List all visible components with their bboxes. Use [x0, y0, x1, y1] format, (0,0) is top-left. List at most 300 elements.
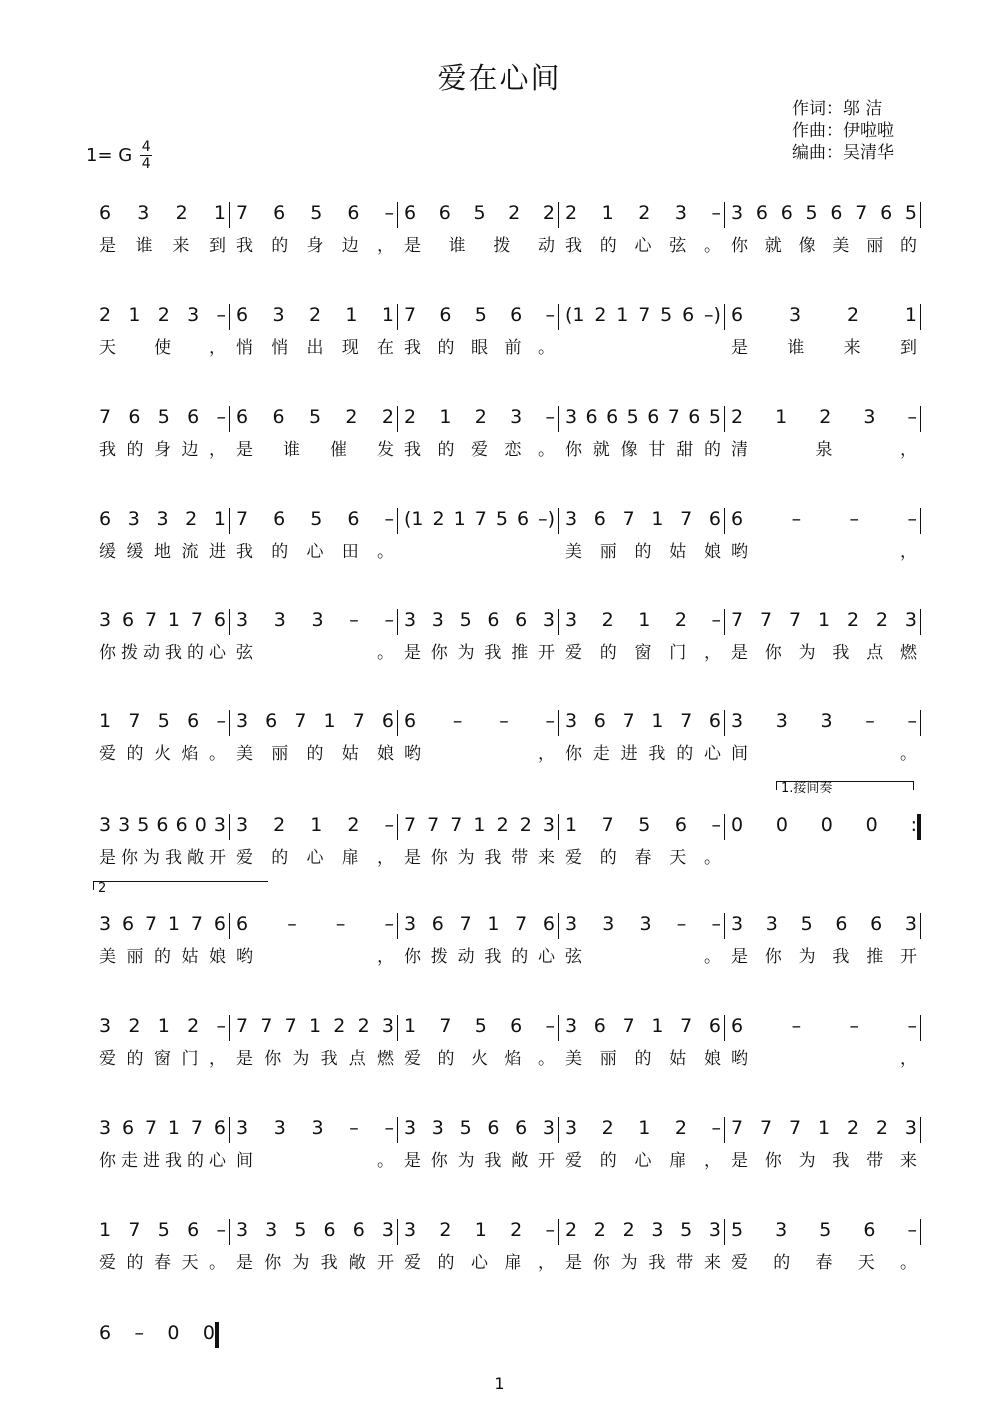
lyric-char: 哟 — [404, 744, 421, 764]
note: 1 — [638, 1117, 651, 1139]
note: – — [907, 1219, 917, 1241]
lyric-char: 我 — [832, 1151, 850, 1171]
measure-lyrics — [404, 1149, 555, 1173]
lyric-char: 地 — [154, 542, 171, 562]
note: 6 — [121, 1117, 135, 1139]
lyric-char: 为 — [798, 1151, 816, 1171]
score-system — [93, 911, 921, 975]
lyric-char: 是 — [236, 440, 253, 460]
note: 1 — [310, 814, 323, 836]
measure-notes — [99, 607, 226, 634]
note: 6 — [121, 913, 135, 935]
lyric-char: 清 — [731, 440, 748, 460]
lyric-char: 你 — [99, 1151, 116, 1171]
lyric-char: 来 — [899, 1151, 917, 1171]
barline — [920, 202, 921, 228]
note: 1 — [128, 304, 141, 326]
lyric-char: 来 — [172, 236, 190, 256]
lyric-char: 为 — [798, 947, 816, 967]
repeat-barline — [917, 814, 921, 840]
measure-lyrics — [731, 742, 917, 766]
lyric-char: 的 — [634, 1049, 652, 1069]
measure — [725, 812, 921, 876]
measure-notes — [565, 302, 721, 329]
note: – — [791, 508, 802, 530]
note: 3 — [404, 1219, 417, 1241]
note: 7 — [667, 406, 680, 428]
measure — [398, 1013, 559, 1077]
note: 6 — [187, 406, 200, 428]
note: 6 — [647, 406, 660, 428]
measure — [725, 1013, 921, 1077]
barline — [920, 1015, 921, 1041]
lyric-char: 姑 — [669, 1049, 687, 1069]
lyric-char: 扉 — [341, 848, 359, 868]
note: 5 — [474, 304, 487, 326]
lyric-char: 带 — [511, 848, 529, 868]
note: 6 — [593, 508, 606, 530]
note: 2 — [542, 202, 555, 224]
lyric-char: 身 — [154, 440, 171, 460]
measure-notes — [731, 911, 917, 938]
note: 5 — [310, 508, 323, 530]
note: 0 — [194, 814, 207, 836]
note: 1 — [651, 1015, 664, 1037]
note: 2 — [731, 406, 744, 428]
note: 7 — [294, 710, 307, 732]
lyric-char: 的 — [154, 947, 171, 967]
note: – — [676, 913, 687, 935]
measure-notes — [565, 506, 721, 533]
measure-notes — [565, 607, 721, 634]
lyric-char: ， — [209, 1049, 226, 1069]
lyric-char: 的 — [271, 236, 289, 256]
note: 7 — [731, 609, 744, 631]
measure-lyrics — [236, 641, 394, 665]
note: 3 — [731, 913, 744, 935]
lyric-char: 你 — [99, 643, 116, 663]
note: 6 — [265, 710, 278, 732]
lyric-char: 我 — [165, 848, 182, 868]
lyric-char: 姑 — [669, 542, 687, 562]
measure-notes — [404, 404, 555, 431]
measure — [230, 1013, 398, 1077]
note: 2 — [846, 304, 860, 326]
note: 1 — [167, 913, 180, 935]
measure-lyrics — [99, 945, 226, 969]
note: 6 — [487, 609, 500, 631]
note: 2 — [593, 1219, 606, 1241]
measure-lyrics — [731, 1047, 917, 1071]
lyric-char: 缓 — [126, 542, 144, 562]
note: 6 — [731, 304, 744, 326]
note: 2 — [347, 814, 360, 836]
lyric-char: 我 — [648, 744, 666, 764]
lyric-char: 美 — [99, 947, 116, 967]
measure-notes — [236, 506, 394, 533]
measure — [93, 1013, 230, 1077]
lyric-char: 。 — [377, 1151, 394, 1171]
note: 6 — [323, 1219, 336, 1241]
note: 1 — [167, 1117, 180, 1139]
note: 6 — [487, 1117, 500, 1139]
measure-notes — [565, 404, 721, 431]
note: 6 — [213, 1117, 226, 1139]
note: 7 — [190, 913, 203, 935]
measure-lyrics — [731, 336, 917, 360]
lyric-char: 我 — [236, 236, 253, 256]
note: 6 — [708, 1015, 721, 1037]
lyric-char: 为 — [292, 1049, 310, 1069]
note: 3 — [311, 1117, 324, 1139]
lyric-char: 流 — [181, 542, 199, 562]
lyric-char: 哟 — [731, 1049, 748, 1069]
note: – — [216, 304, 226, 326]
lyric-char: 身 — [306, 236, 324, 256]
score-system — [93, 1217, 921, 1281]
note: 3 — [127, 508, 140, 530]
note: – — [907, 406, 917, 428]
note: 3 — [272, 304, 285, 326]
measure-notes — [99, 1320, 215, 1347]
lyric-char: 敞 — [348, 1253, 366, 1273]
note: 6 — [381, 710, 394, 732]
note: 6 — [121, 609, 135, 631]
note: 7 — [601, 814, 614, 836]
note: 2 — [875, 1117, 889, 1139]
note: 3 — [565, 508, 578, 530]
measure-lyrics — [236, 540, 394, 564]
note: 6 — [187, 1219, 200, 1241]
measure-lyrics — [404, 1251, 555, 1275]
lyric-char: 春 — [154, 1253, 171, 1273]
measure — [398, 302, 559, 366]
note: 2 — [357, 1015, 370, 1037]
note: 7 — [427, 814, 440, 836]
lyric-char: 的 — [187, 1151, 204, 1171]
lyric-char: 美 — [565, 1049, 582, 1069]
lyric-char: 是 — [731, 643, 748, 663]
note: 5 — [157, 406, 170, 428]
note: 3 — [904, 913, 917, 935]
lyric-char: 是 — [404, 1151, 421, 1171]
note: 1 — [453, 508, 466, 530]
lyric-char: ， — [377, 848, 394, 868]
note: 6 — [347, 508, 360, 530]
lyric-char: 心 — [634, 1151, 652, 1171]
note: – — [545, 1219, 555, 1241]
note: 1 — [404, 1015, 417, 1037]
time-signature-bottom: 4 — [141, 156, 151, 172]
note: 2 — [474, 406, 487, 428]
note: 0 — [820, 814, 833, 836]
measure — [93, 708, 230, 772]
note: 7 — [450, 814, 463, 836]
note: 6 — [213, 913, 226, 935]
note: –) — [704, 304, 721, 326]
lyric-char: 弦 — [565, 947, 582, 967]
measure-notes — [565, 1217, 721, 1244]
lyric-char: 是 — [404, 848, 421, 868]
measure-notes — [99, 404, 226, 431]
score-system — [93, 1115, 921, 1179]
measure — [398, 812, 559, 876]
note: 6 — [99, 202, 112, 224]
note: 6 — [593, 1015, 606, 1037]
time-signature-top: 4 — [141, 139, 151, 155]
note: 3 — [731, 710, 744, 732]
measure-lyrics — [565, 1047, 721, 1071]
lyric-char: 在 — [377, 338, 394, 358]
lyric-char: 你 — [731, 236, 748, 256]
measure-notes — [565, 708, 721, 735]
note: 2 — [875, 609, 889, 631]
measure — [93, 1115, 230, 1179]
note: 2 — [846, 1117, 860, 1139]
note: – — [134, 1322, 144, 1344]
time-signature — [140, 140, 152, 171]
note: 2 — [185, 508, 198, 530]
note: 5 — [474, 1015, 487, 1037]
note: 1 — [473, 814, 486, 836]
note: 3 — [674, 202, 687, 224]
lyric-char: 你 — [430, 643, 448, 663]
note: 3 — [213, 814, 226, 836]
note: 7 — [731, 1117, 744, 1139]
measure-lyrics — [404, 336, 555, 360]
lyric-char: 的 — [511, 947, 529, 967]
measure-lyrics — [565, 540, 721, 564]
note: 6 — [682, 304, 695, 326]
lyric-char: 的 — [271, 542, 289, 562]
lyric-char: 走 — [121, 1151, 138, 1171]
note: 3 — [565, 913, 578, 935]
lyric-char: 春 — [815, 1253, 833, 1273]
lyric-char: 谁 — [787, 338, 805, 358]
measure-notes — [731, 302, 917, 329]
note: 3 — [265, 1219, 278, 1241]
note: 1 — [817, 1117, 831, 1139]
measure-notes — [99, 1013, 226, 1040]
lyric-char: 爱 — [404, 1049, 421, 1069]
lyric-char: 像 — [620, 440, 638, 460]
measure — [559, 200, 725, 264]
measure-notes — [99, 708, 226, 735]
note: 3 — [639, 913, 652, 935]
lyric-char: 是 — [404, 643, 421, 663]
note: 7 — [352, 710, 365, 732]
note: 5 — [819, 1219, 832, 1241]
measure — [93, 302, 230, 366]
lyric-char: 姑 — [181, 947, 199, 967]
note: 1 — [474, 1219, 487, 1241]
lyric-char: 是 — [731, 947, 748, 967]
lyric-char: 为 — [292, 1253, 310, 1273]
note: – — [849, 1015, 860, 1037]
lyric-char: 心 — [634, 236, 652, 256]
lyric-char: 的 — [599, 1151, 617, 1171]
note: 3 — [118, 814, 131, 836]
note: 3 — [99, 814, 112, 836]
measure-lyrics — [404, 438, 555, 462]
measure-notes — [236, 708, 394, 735]
lyric-char: 心 — [471, 1253, 488, 1273]
lyric-char: 为 — [620, 1253, 638, 1273]
measure-lyrics — [404, 540, 555, 564]
note: : — [910, 814, 917, 836]
measure-notes — [236, 607, 394, 634]
measure-notes — [404, 506, 555, 533]
measure-notes — [731, 200, 917, 227]
note: – — [335, 913, 346, 935]
measure-notes — [565, 1013, 721, 1040]
note: 5 — [495, 508, 508, 530]
note: 6 — [438, 202, 451, 224]
barline — [920, 710, 921, 736]
note: – — [791, 1015, 802, 1037]
lyric-char: 我 — [484, 848, 502, 868]
lyric-char: 为 — [457, 643, 475, 663]
volta-first-label: 1.接间奏 — [781, 781, 833, 796]
note: 7 — [855, 202, 868, 224]
lyric-char: 动 — [537, 236, 555, 256]
measure — [398, 404, 559, 468]
note: 6 — [347, 202, 360, 224]
lyric-char: 点 — [348, 1049, 366, 1069]
measure-lyrics — [565, 1149, 721, 1173]
barline — [920, 1219, 921, 1245]
note: 6 — [272, 406, 285, 428]
lyric-char: 扉 — [504, 1253, 522, 1273]
lyric-char: 拨 — [121, 643, 138, 663]
note: 6 — [99, 508, 112, 530]
note: 5 — [310, 202, 323, 224]
measure — [559, 1013, 725, 1077]
song-title: 爱在心间 — [437, 61, 562, 95]
lyric-char: 是 — [404, 236, 421, 256]
note: 1 — [323, 710, 336, 732]
note: 1 — [817, 609, 831, 631]
lyric-char: 心 — [537, 947, 555, 967]
note: 6 — [606, 406, 619, 428]
note: 2 — [308, 304, 322, 326]
note: 2 — [638, 202, 651, 224]
lyric-char: 你 — [264, 1049, 282, 1069]
lyric-char: 的 — [271, 848, 289, 868]
note: 6 — [273, 202, 286, 224]
barline — [920, 508, 921, 534]
lyric-char: 娘 — [704, 1049, 721, 1069]
measure — [230, 911, 398, 975]
note: 7 — [236, 1015, 249, 1037]
measure-notes — [236, 812, 394, 839]
note: 7 — [404, 304, 417, 326]
lyric-char: 弦 — [236, 643, 253, 663]
measure — [93, 1217, 230, 1281]
note: 3 — [311, 609, 324, 631]
note: 7 — [128, 710, 141, 732]
lyric-char: 火 — [154, 744, 171, 764]
note: 1 — [601, 202, 614, 224]
note: 6 — [431, 913, 444, 935]
note: 3 — [904, 1117, 917, 1139]
note: 1 — [157, 1015, 170, 1037]
measure-lyrics — [565, 742, 721, 766]
note: 5 — [459, 609, 472, 631]
barline — [920, 406, 921, 432]
lyric-char: 开 — [209, 848, 226, 868]
measure — [725, 1217, 921, 1281]
note: 1 — [439, 406, 452, 428]
note: 5 — [308, 406, 322, 428]
lyric-char: 爱 — [565, 848, 582, 868]
note: 6 — [731, 508, 744, 530]
note: 7 — [680, 710, 693, 732]
lyric-char: 美 — [565, 542, 582, 562]
lyric-char: 你 — [404, 947, 421, 967]
measure-lyrics — [731, 540, 917, 564]
measure — [559, 302, 725, 366]
note: 6 — [674, 814, 687, 836]
lyric-char: ， — [209, 440, 226, 460]
lyric-char: 丽 — [599, 1049, 617, 1069]
note: 6 — [510, 304, 523, 326]
score-system — [93, 200, 921, 264]
measure-lyrics — [404, 742, 555, 766]
measure-notes — [731, 607, 917, 634]
note: 7 — [788, 609, 802, 631]
lyric-char: 进 — [209, 542, 226, 562]
lyric-char: 。 — [538, 1049, 555, 1069]
measure-lyrics — [236, 1047, 394, 1071]
measure — [230, 404, 398, 468]
note: 1 — [167, 609, 180, 631]
note: 6 — [187, 710, 200, 732]
measure-notes — [404, 1115, 555, 1142]
note: 1 — [213, 508, 226, 530]
note: – — [711, 1117, 721, 1139]
note: 7 — [144, 913, 158, 935]
lyric-char: 我 — [484, 947, 502, 967]
lyric-char: 开 — [899, 947, 917, 967]
lyric-char: ， — [538, 744, 555, 764]
note: 2 — [674, 609, 687, 631]
measure-notes — [731, 1013, 917, 1040]
measure-notes — [404, 607, 555, 634]
lyric-char: 来 — [843, 338, 861, 358]
note: 1 — [487, 913, 500, 935]
note: 3 — [708, 1219, 721, 1241]
note: 3 — [542, 609, 555, 631]
note: 7 — [439, 1015, 452, 1037]
note: 3 — [565, 1117, 578, 1139]
lyric-char: 丽 — [126, 947, 144, 967]
lyric-char: 悄 — [271, 338, 289, 358]
note: 3 — [542, 814, 555, 836]
note: 3 — [431, 609, 444, 631]
measure-lyrics — [565, 945, 721, 969]
lyric-char: 缓 — [99, 542, 116, 562]
lyric-char: 你 — [565, 440, 582, 460]
lyric-char: 。 — [377, 542, 394, 562]
lyric-char: 我 — [99, 440, 116, 460]
note: 3 — [863, 406, 876, 428]
lyric-char: 窗 — [154, 1049, 171, 1069]
note: 3 — [236, 1219, 249, 1241]
note: 3 — [565, 710, 578, 732]
lyric-char: 心 — [306, 542, 324, 562]
note: 7 — [515, 913, 528, 935]
